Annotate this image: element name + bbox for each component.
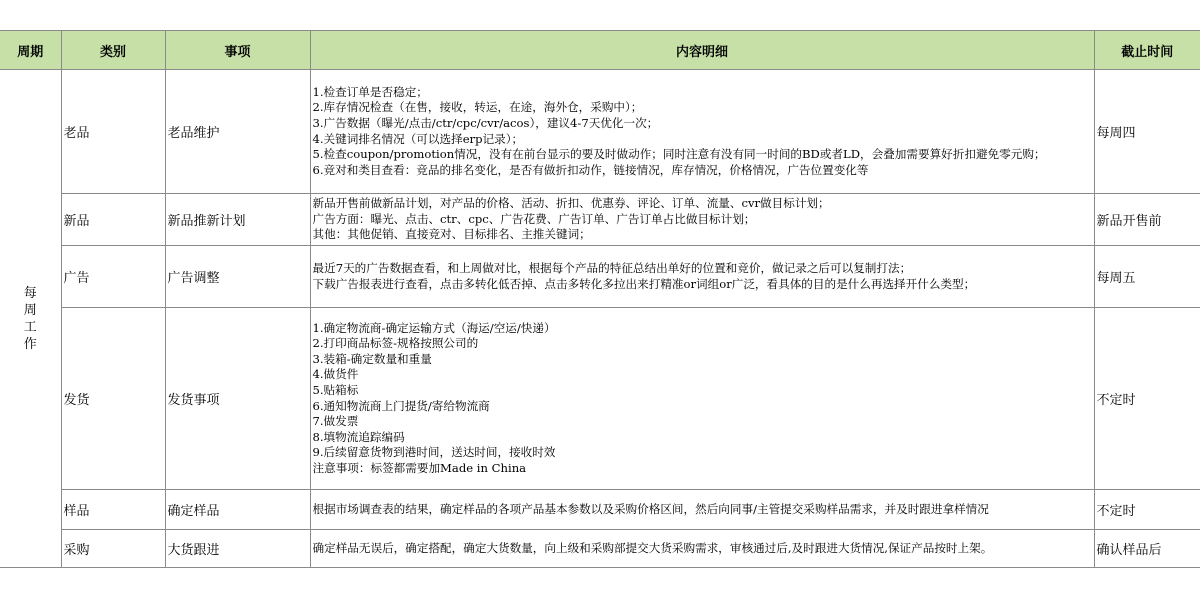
item-cell[interactable]: 大货跟进 [165, 530, 310, 568]
table-row [0, 194, 1200, 246]
header-item[interactable]: 事项 [165, 31, 310, 70]
detail-cell[interactable] [310, 490, 1094, 530]
table-row [0, 530, 1200, 568]
category-cell[interactable]: 样品 [61, 490, 165, 530]
detail-cell[interactable] [310, 530, 1094, 568]
detail-line: 5.检查coupon/promotion情况，没有在前台显示的要及时做动作；同时注意有没有同一时间的BD或者LD，会叠加需要算好折扣避免零元购； [312, 147, 1046, 162]
spreadsheet [0, 30, 1200, 568]
detail-line: 2.库存情况检查（在售，接收，转运，在途，海外仓，采购中）； [312, 100, 643, 115]
table-row [0, 490, 1200, 530]
detail-line: 确定样品无误后，确定搭配，确定大货数量，向上级和采购部提交大货采购需求，审核通过后,及时跟进大货情况,保证产品按时上架。 [312, 540, 993, 555]
header-row [0, 31, 1200, 70]
header-deadline[interactable]: 截止时间 [1094, 31, 1200, 70]
period-cell[interactable] [0, 70, 61, 568]
detail-line: 新品开售前做新品计划，对产品的价格、活动、折扣、优惠券、评论、订单、流量、cvr做目标计划； [312, 196, 830, 211]
detail-line: 1.确定物流商-确定运输方式（海运/空运/快递） [312, 320, 556, 335]
header-detail[interactable]: 内容明细 [310, 31, 1094, 70]
detail-line: 8.填物流追踪编码 [312, 429, 405, 444]
item-cell[interactable]: 确定样品 [165, 490, 310, 530]
table-row [0, 70, 1200, 194]
detail-line: 其他：其他促销、直接竞对、目标排名、主推关键词； [312, 227, 591, 242]
detail-line: 根据市场调查表的结果，确定样品的各项产品基本参数以及采购价格区间，然后向同事/主管提交采购样品需求，并及时跟进拿样情况 [312, 501, 989, 516]
detail-line: 广告方面：曝光、点击、ctr、cpc、广告花费、广告订单、广告订单占比做目标计划； [312, 211, 756, 226]
detail-line: 7.做发票 [312, 414, 359, 429]
item-cell[interactable]: 发货事项 [165, 308, 310, 490]
category-cell[interactable]: 采购 [61, 530, 165, 568]
detail-line: 4.关键词排名情况（可以选择erp记录）； [312, 131, 524, 146]
category-cell[interactable]: 老品 [61, 70, 165, 194]
detail-line: 6.竞对和类目查看：竞品的排名变化，是否有做折扣动作，链接情况，库存情况，价格情况，广告位置变化等 [312, 162, 869, 177]
deadline-cell[interactable]: 不定时 [1094, 490, 1200, 530]
detail-line: 下载广告报表进行查看，点击多转化低否掉、点击多转化多拉出来打精准or词组or广泛，看具体的目的是什么再选择开什么类型； [312, 276, 976, 291]
deadline-cell[interactable]: 新品开售前 [1094, 194, 1200, 246]
detail-line: 最近7天的广告数据查看，和上周做对比，根据每个产品的特征总结出单好的位置和竞价，做记录之后可以复制打法； [312, 260, 912, 275]
item-cell[interactable]: 老品维护 [165, 70, 310, 194]
detail-line: 6.通知物流商上门提货/寄给物流商 [312, 398, 490, 413]
header-period[interactable]: 周期 [0, 31, 61, 70]
detail-line: 4.做货件 [312, 367, 359, 382]
detail-line: 2.打印商品标签-规格按照公司的 [312, 336, 479, 351]
table-row [0, 308, 1200, 490]
header-category[interactable]: 类别 [61, 31, 165, 70]
deadline-cell[interactable]: 确认样品后 [1094, 530, 1200, 568]
detail-line: 3.装箱-确定数量和重量 [312, 351, 432, 366]
detail-line: 3.广告数据（曝光/点击/ctr/cpc/cvr/acos），建议4-7天优化一次； [312, 115, 659, 130]
detail-line: 9.后续留意货物到港时间，送达时间，接收时效 [312, 445, 556, 460]
period-label: 每周工作 [23, 285, 37, 352]
detail-cell[interactable] [310, 194, 1094, 246]
category-cell[interactable]: 广告 [61, 246, 165, 308]
item-cell[interactable]: 广告调整 [165, 246, 310, 308]
deadline-cell[interactable]: 不定时 [1094, 308, 1200, 490]
category-cell[interactable]: 发货 [61, 308, 165, 490]
detail-cell[interactable] [310, 70, 1094, 194]
deadline-cell[interactable]: 每周五 [1094, 246, 1200, 308]
table-row [0, 246, 1200, 308]
detail-line: 1.检查订单是否稳定； [312, 84, 428, 99]
weekly-work-table [0, 30, 1200, 568]
detail-cell[interactable] [310, 308, 1094, 490]
detail-cell[interactable] [310, 246, 1094, 308]
category-cell[interactable]: 新品 [61, 194, 165, 246]
item-cell[interactable]: 新品推新计划 [165, 194, 310, 246]
detail-line: 注意事项：标签都需要加Made in China [312, 460, 527, 475]
deadline-cell[interactable]: 每周四 [1094, 70, 1200, 194]
detail-line: 5.贴箱标 [312, 382, 359, 397]
